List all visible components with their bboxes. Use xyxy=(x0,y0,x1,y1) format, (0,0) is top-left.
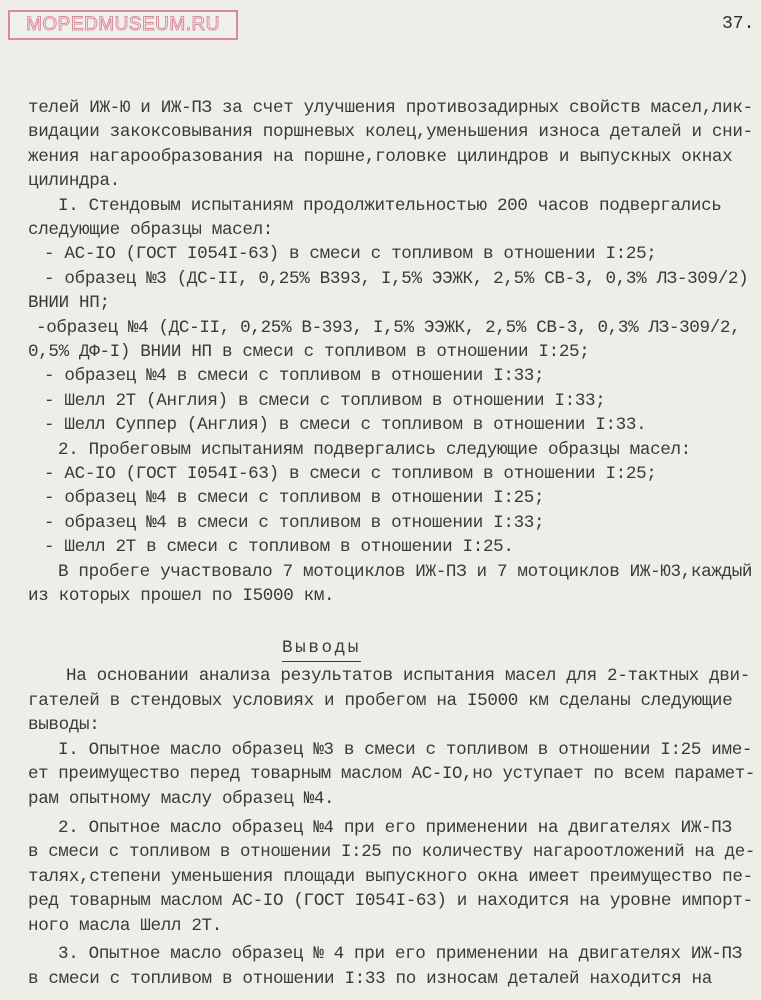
text-line: В пробеге участвовало 7 мотоциклов ИЖ-ПЗ и 7 мотоциклов ИЖ-Ю3,каждый xyxy=(58,562,753,582)
text-line: - образец №4 в смеси с топливом в отношении I:25; xyxy=(44,488,545,508)
text-line: ет преимущество перед товарным маслом АС-IО,но уступает по всем парамет- xyxy=(28,764,755,784)
text-line: следующие образцы масел: xyxy=(28,220,273,240)
text-line: жения нагарообразования на поршне,головке цилиндров и выпускных окнах xyxy=(28,147,733,167)
text-line: - АС-IО (ГОСТ I054I-63) в смеси с топливом в отношении I:25; xyxy=(44,244,657,264)
text-line: ного масла Шелл 2Т. xyxy=(28,916,222,936)
text-line: 2. Опытное масло образец №4 при его применении на двигателях ИЖ-ПЗ xyxy=(58,818,732,838)
text-line: I. Стендовым испытаниям продолжительностью 200 часов подвергались xyxy=(58,196,722,216)
text-line: - образец №3 (ДС-II, 0,25% В393, I,5% ЭЭЖК, 2,5% СВ-3, 0,3% ЛЗ-309/2) xyxy=(44,269,749,289)
page-number: 37. xyxy=(722,14,755,34)
text-line: цилиндра. xyxy=(28,171,120,191)
text-line: ред товарным маслом АС-IО (ГОСТ I054I-63) и находится на уровне импорт- xyxy=(28,891,753,911)
text-line: телей ИЖ-Ю и ИЖ-ПЗ за счет улучшения противозадирных свойств масел,лик- xyxy=(28,98,753,118)
text-line: ВНИИ НП; xyxy=(28,293,110,313)
text-line: На основании анализа результатов испытания масел для 2-тактных дви- xyxy=(66,666,750,686)
text-line: 0,5% ДФ-I) ВНИИ НП в смеси с топливом в отношении I:25; xyxy=(28,342,590,362)
watermark-logo: MOPEDMUSEUM.RU xyxy=(8,10,238,40)
text-line: 2. Пробеговым испытаниям подвергались следующие образцы масел: xyxy=(58,440,691,460)
text-line: талях,степени уменьшения площади выпускного окна имеет преимущество пе- xyxy=(28,867,753,887)
text-line: в смеси с топливом в отношении I:25 по количеству нагароотложений на де- xyxy=(28,842,755,862)
text-line: - Шелл Суппер (Англия) в смеси с топливом в отношении I:33. xyxy=(44,415,647,435)
text-line: I. Опытное масло образец №3 в смеси с топливом в отношении I:25 име- xyxy=(58,740,753,760)
section-heading: Выводы xyxy=(282,636,361,662)
text-line: - АС-IО (ГОСТ I054I-63) в смеси с топливом в отношении I:25; xyxy=(44,464,657,484)
text-line: выводы: xyxy=(28,715,100,735)
text-line: гателей в стендовых условиях и пробегом на I5000 км сделаны следующие xyxy=(28,691,733,711)
text-line: - Шелл 2Т (Англия) в смеси с топливом в отношении I:33; xyxy=(44,391,606,411)
text-line: -образец №4 (ДС-II, 0,25% В-393, I,5% ЭЭЖК, 2,5% СВ-3, 0,3% ЛЗ-309/2, xyxy=(36,318,741,338)
text-line: 3. Опытное масло образец № 4 при его применении на двигателях ИЖ-ПЗ xyxy=(58,944,742,964)
text-line: - Шелл 2Т в смеси с топливом в отношении I:25. xyxy=(44,537,514,557)
text-line: рам опытному маслу образец №4. xyxy=(28,789,335,809)
text-line: - образец №4 в смеси с топливом в отношении I:33; xyxy=(44,366,545,386)
text-line: из которых прошел по I5000 км. xyxy=(28,586,335,606)
text-line: - образец №4 в смеси с топливом в отношении I:33; xyxy=(44,513,545,533)
text-line: видации закоксовывания поршневых колец,уменьшения износа деталей и сни- xyxy=(28,122,753,142)
text-line: в смеси с топливом в отношении I:33 по износам деталей находится на xyxy=(28,969,712,989)
